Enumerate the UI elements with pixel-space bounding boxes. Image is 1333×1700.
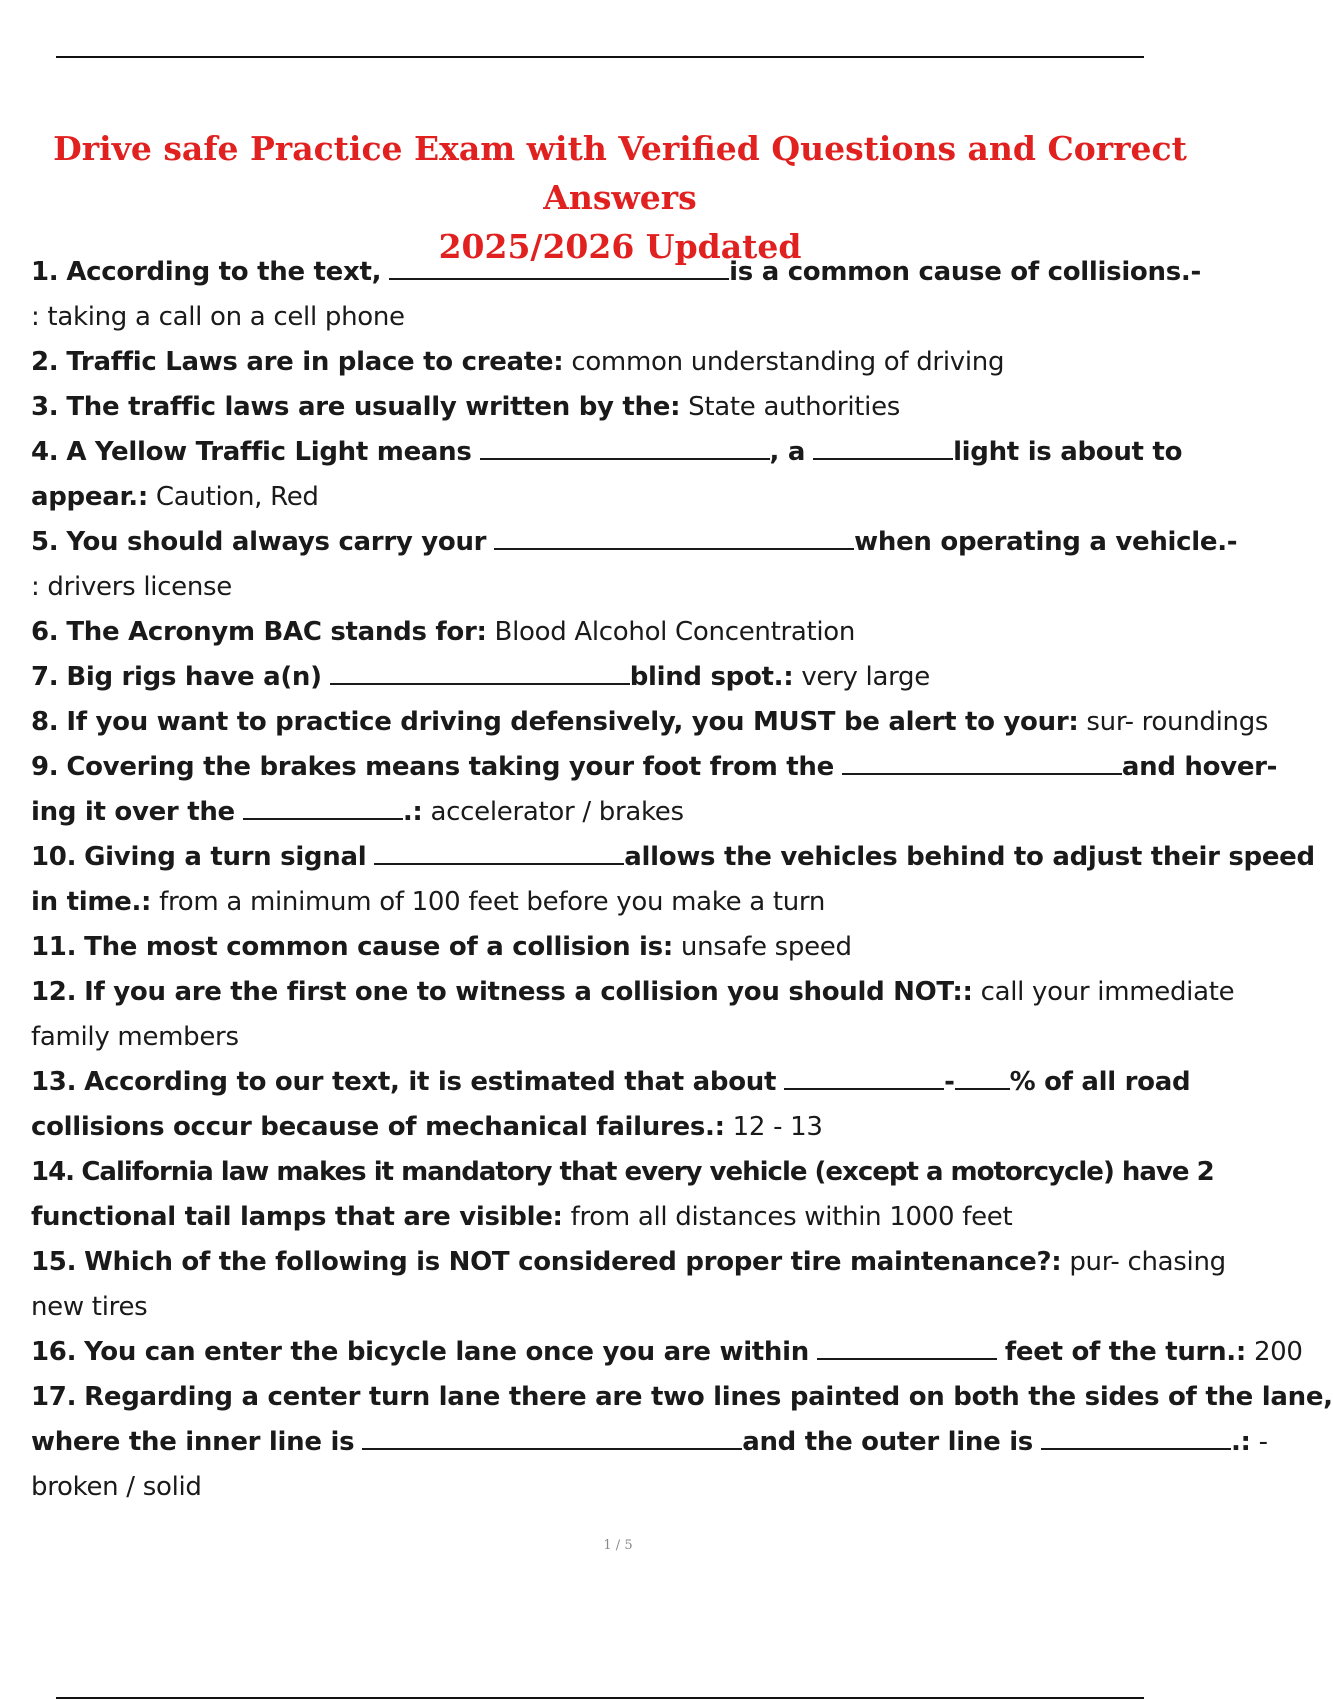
question-text: You should always carry your	[66, 527, 487, 557]
question-text: The Acronym BAC stands for:	[66, 617, 487, 647]
question-number: 11.	[31, 932, 77, 962]
question-12	[31, 970, 1235, 1060]
answer-blank	[243, 796, 403, 820]
question-4	[31, 430, 1199, 520]
question-number: 5.	[31, 527, 59, 557]
question-number: 2.	[31, 347, 59, 377]
answer-blank	[813, 436, 953, 460]
question-text: If you want to practice driving defensively, you MUST be alert to your:	[66, 707, 1079, 737]
question-text: If you are the first one to witness a collision you should NOT::	[84, 977, 973, 1007]
question-text: Which of the following is NOT considered proper tire maintenance?:	[84, 1247, 1062, 1277]
question-text: Traffic Laws are in place to create:	[66, 347, 564, 377]
question-text: light is about to	[953, 437, 1183, 467]
question-text: ing it over the	[31, 797, 235, 827]
question-2	[31, 340, 1199, 385]
answer-blank	[842, 751, 1122, 775]
question-number: 1.	[31, 257, 59, 287]
question-text: collisions occur because of mechanical failures.:	[31, 1112, 725, 1142]
question-number: 7.	[31, 662, 59, 692]
top-rule	[56, 56, 1144, 58]
answer-text: accelerator / brakes	[430, 797, 684, 827]
question-number: 14.	[31, 1157, 75, 1187]
answer-text: sur- roundings	[1086, 707, 1269, 737]
question-text: The traffic laws are usually written by the:	[66, 392, 681, 422]
question-text: Covering the brakes means taking your foot from the	[66, 752, 834, 782]
question-10	[31, 835, 1315, 925]
answer-text: : taking a call on a cell phone	[31, 302, 405, 332]
question-text: You can enter the bicycle lane once you are within	[84, 1337, 809, 1367]
question-text: functional tail lamps that are visible:	[31, 1202, 563, 1232]
question-text: appear.:	[31, 482, 148, 512]
answer-text: new tires	[31, 1292, 148, 1322]
answer-blank	[817, 1336, 997, 1360]
question-number: 9.	[31, 752, 59, 782]
answer-text: Caution, Red	[155, 482, 319, 512]
answer-text: very large	[801, 662, 930, 692]
title-line-2: 2025/2026 Updated	[438, 227, 802, 266]
question-text: where the inner line is	[31, 1427, 355, 1457]
question-13	[31, 1060, 1199, 1150]
question-text: -	[944, 1067, 955, 1097]
question-text: A Yellow Traffic Light means	[66, 437, 472, 467]
question-text: feet of the turn.:	[1004, 1337, 1246, 1367]
question-number: 3.	[31, 392, 59, 422]
question-text: allows the vehicles behind to adjust their speed	[624, 842, 1315, 872]
question-text: Big rigs have a(n)	[66, 662, 322, 692]
question-text: is a common cause of collisions.-	[729, 257, 1201, 287]
answer-text: unsafe speed	[680, 932, 852, 962]
question-text: According to the text,	[66, 257, 382, 287]
question-text: in time.:	[31, 887, 152, 917]
question-text: blind spot.:	[629, 662, 794, 692]
answer-text: broken / solid	[31, 1472, 202, 1502]
question-number: 13.	[31, 1067, 77, 1097]
question-number: 4.	[31, 437, 59, 467]
question-text: and the outer line is	[742, 1427, 1033, 1457]
question-text: % of all road	[1009, 1067, 1191, 1097]
question-number: 10.	[31, 842, 77, 872]
question-text: Regarding a center turn lane there are two lines painted on both the sides of the lane,	[84, 1382, 1333, 1412]
answer-text: from all distances within 1000 feet	[570, 1202, 1013, 1232]
question-3	[31, 385, 1199, 430]
page-number: 1 / 5	[603, 1538, 633, 1553]
question-text: , a	[769, 437, 806, 467]
answer-blank	[494, 526, 854, 550]
question-6	[31, 610, 1199, 655]
answer-blank	[1041, 1426, 1231, 1450]
question-text: .:	[1230, 1427, 1251, 1457]
question-number: 12.	[31, 977, 77, 1007]
answer-text: : drivers license	[31, 572, 232, 602]
question-text: and hover-	[1121, 752, 1278, 782]
question-number: 6.	[31, 617, 59, 647]
answer-text: pur- chasing	[1069, 1247, 1226, 1277]
answer-text: family members	[31, 1022, 239, 1052]
question-9	[31, 745, 1278, 835]
answer-text: common understanding of driving	[571, 347, 1005, 377]
question-16	[31, 1330, 1303, 1375]
answer-blank	[362, 1426, 742, 1450]
question-number: 8.	[31, 707, 59, 737]
question-number: 17.	[31, 1382, 77, 1412]
question-17	[31, 1375, 1333, 1510]
answer-text: 200	[1253, 1337, 1303, 1367]
answer-text: call your immediate	[980, 977, 1235, 1007]
answer-blank	[330, 661, 630, 685]
question-11	[31, 925, 1199, 970]
question-14	[31, 1150, 1214, 1240]
answer-blank	[955, 1066, 1010, 1090]
question-list	[31, 250, 1333, 1510]
question-text: According to our text, it is estimated that about	[84, 1067, 777, 1097]
question-number: 16.	[31, 1337, 77, 1367]
answer-blank	[480, 436, 770, 460]
answer-blank	[784, 1066, 944, 1090]
question-text: The most common cause of a collision is:	[84, 932, 673, 962]
question-text: California law makes it mandatory that every vehicle (except a motorcycle) have 2	[81, 1157, 1214, 1187]
answer-text: -	[1258, 1427, 1268, 1457]
question-number: 15.	[31, 1247, 77, 1277]
question-15	[31, 1240, 1226, 1330]
answer-text: Blood Alcohol Concentration	[494, 617, 856, 647]
question-5	[31, 520, 1238, 610]
answer-blank	[389, 256, 729, 280]
question-text: .:	[402, 797, 423, 827]
question-8	[31, 700, 1269, 745]
answer-text: from a minimum of 100 feet before you make a turn	[159, 887, 826, 917]
page-title	[30, 124, 1210, 271]
answer-text: 12 - 13	[732, 1112, 823, 1142]
question-7	[31, 655, 1199, 700]
answer-blank	[374, 841, 624, 865]
question-text: when operating a vehicle.-	[854, 527, 1238, 557]
title-line-1: Drive safe Practice Exam with Verified Questions and Correct Answers	[53, 129, 1187, 217]
question-text: Giving a turn signal	[84, 842, 367, 872]
question-1	[31, 250, 1199, 340]
bottom-rule	[56, 1697, 1144, 1699]
answer-text: State authorities	[688, 392, 901, 422]
